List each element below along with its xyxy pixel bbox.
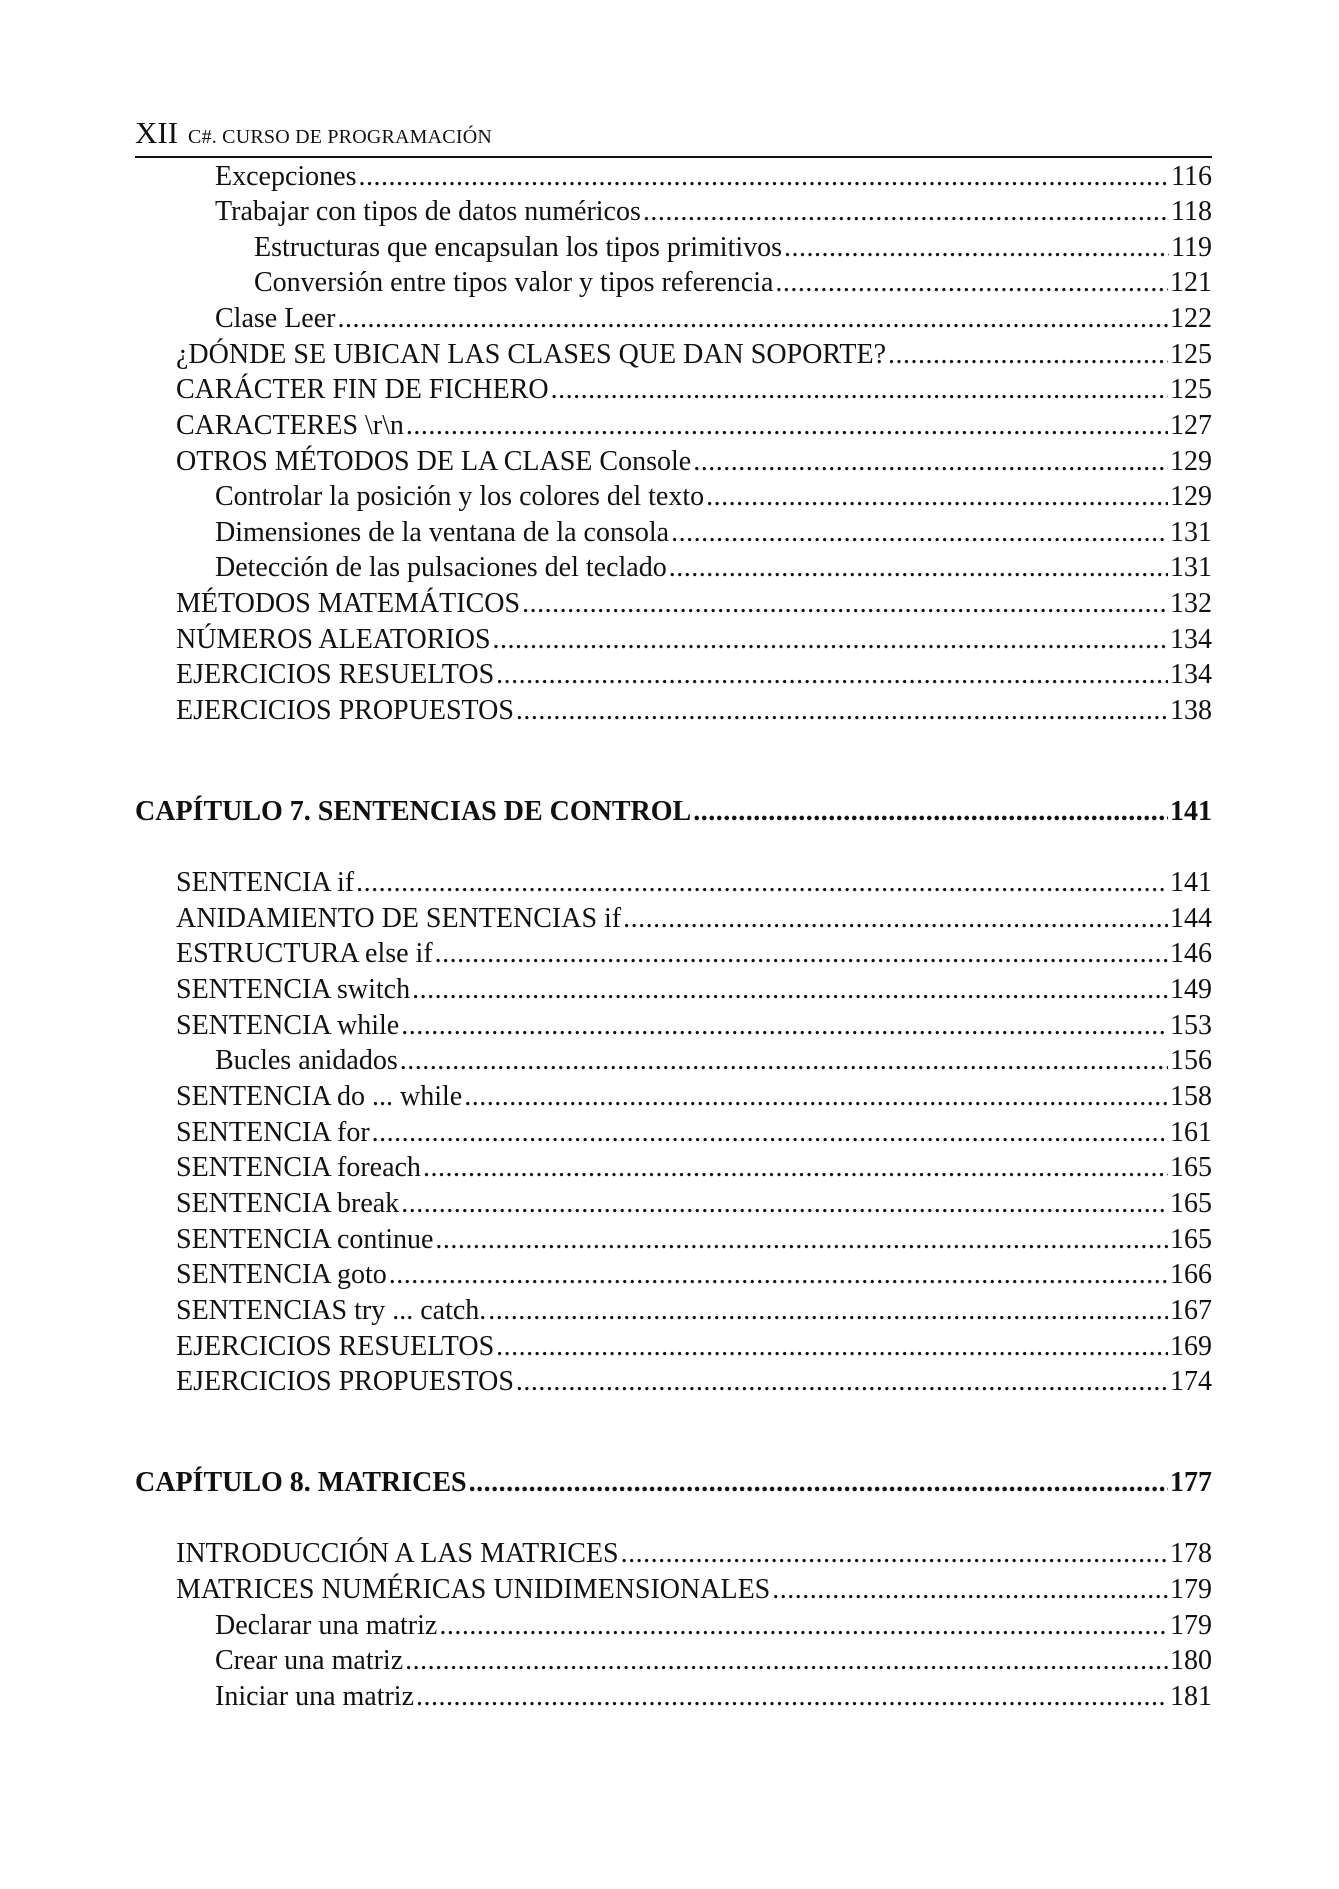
toc-entry	[215, 551, 1212, 585]
toc-dot-leader	[400, 1044, 1168, 1078]
toc-entry	[215, 160, 1212, 194]
toc-entry	[176, 409, 1212, 443]
toc-chapter-entry	[135, 795, 1212, 829]
toc-entry-title: SENTENCIA continue	[176, 1224, 434, 1255]
toc-dot-leader	[372, 1116, 1168, 1150]
toc-entry-page: 141	[1170, 867, 1212, 898]
toc-dot-leader	[493, 623, 1168, 657]
toc-entry-title: SENTENCIA for	[176, 1117, 370, 1148]
toc-entry-title: ANIDAMIENTO DE SENTENCIAS if	[176, 903, 622, 934]
toc-entry-page: 129	[1170, 446, 1212, 477]
toc-entry	[215, 195, 1212, 229]
toc-entry-title: SENTENCIA break	[176, 1188, 400, 1219]
toc-entry-title: ¿DÓNDE SE UBICAN LAS CLASES QUE DAN SOPORTE?	[176, 339, 886, 370]
toc-entry	[176, 623, 1212, 657]
toc-dot-leader	[888, 338, 1168, 372]
toc-entry-page: 118	[1171, 196, 1212, 227]
toc-dot-leader	[621, 1537, 1168, 1571]
toc-dot-leader	[359, 160, 1170, 194]
toc-dot-leader	[706, 480, 1168, 514]
header-page-number: XII	[135, 115, 179, 150]
toc-entry	[176, 866, 1212, 900]
toc-chapter-entry	[135, 1466, 1212, 1500]
toc-entry-page: 153	[1170, 1010, 1212, 1041]
toc-entry-title: MÉTODOS MATEMÁTICOS	[176, 588, 521, 619]
toc-entry-title: Excepciones	[215, 161, 357, 192]
toc-entry	[215, 480, 1212, 514]
toc-dot-leader	[401, 1009, 1168, 1043]
toc-entry-page: 179	[1170, 1574, 1212, 1605]
toc-entry-page: 131	[1170, 552, 1212, 583]
toc-entry	[176, 937, 1212, 971]
toc-dot-leader	[784, 231, 1169, 265]
toc-entry-title: OTROS MÉTODOS DE LA CLASE Console	[176, 446, 692, 477]
toc-dot-leader	[775, 266, 1168, 300]
toc-entry-title: EJERCICIOS RESUELTOS	[176, 659, 495, 690]
toc-dot-leader	[496, 1330, 1168, 1364]
toc-entry-title: EJERCICIOS PROPUESTOS	[176, 1366, 514, 1397]
toc-entry	[215, 1044, 1212, 1078]
toc-entry-title: SENTENCIA if	[176, 867, 355, 898]
toc-dot-leader	[772, 1573, 1168, 1607]
toc-entry-title: Crear una matriz	[215, 1645, 404, 1676]
toc-entry	[176, 1080, 1212, 1114]
toc-entry-title: SENTENCIA foreach	[176, 1152, 421, 1183]
toc-entry	[176, 1116, 1212, 1150]
toc-entry-title: EJERCICIOS PROPUESTOS	[176, 695, 514, 726]
toc-dot-leader	[412, 973, 1168, 1007]
toc-dot-leader	[356, 866, 1168, 900]
toc-entry	[176, 694, 1212, 728]
toc-dot-leader	[496, 658, 1168, 692]
toc-entry-page: 129	[1170, 481, 1212, 512]
toc-entry-page: 165	[1170, 1224, 1212, 1255]
toc-entry-title: Detección de las pulsaciones del teclado	[215, 552, 667, 583]
toc-entry-title: SENTENCIA switch	[176, 974, 411, 1005]
toc-entry-page: 161	[1170, 1117, 1212, 1148]
toc-entry	[176, 902, 1212, 936]
toc-dot-leader	[439, 1609, 1168, 1643]
toc-entry-title: CARACTERES \r\n	[176, 410, 404, 441]
toc-entry-page: 167	[1170, 1295, 1212, 1326]
toc-entry-page: 146	[1170, 938, 1212, 969]
toc-dot-leader	[435, 937, 1168, 971]
toc-entry	[215, 1680, 1212, 1714]
toc-entry-title: Declarar una matriz	[215, 1610, 438, 1641]
toc-entry-title: SENTENCIAS try ... catch.	[176, 1295, 487, 1326]
toc-entry-title: CARÁCTER FIN DE FICHERO	[176, 374, 549, 405]
toc-entry-page: 158	[1170, 1081, 1212, 1112]
toc-entry	[176, 973, 1212, 1007]
toc-entry	[176, 338, 1212, 372]
toc-dot-leader	[522, 587, 1168, 621]
toc-entry-title: Dimensiones de la ventana de la consola	[215, 517, 670, 548]
toc-dot-leader	[693, 795, 1168, 829]
toc-entry-page: 119	[1171, 232, 1212, 263]
toc-entry	[215, 302, 1212, 336]
toc-entry-page: 180	[1170, 1645, 1212, 1676]
toc-entry-page: 131	[1170, 517, 1212, 548]
toc-entry-page: 138	[1170, 695, 1212, 726]
toc-entry	[176, 445, 1212, 479]
toc-dot-leader	[401, 1187, 1168, 1221]
toc-entry-title: ESTRUCTURA else if	[176, 938, 433, 969]
toc-entry-title: Bucles anidados	[215, 1045, 398, 1076]
toc-entry-page: 177	[1170, 1467, 1212, 1498]
toc-entry-title: Clase Leer	[215, 303, 336, 334]
toc-dot-leader	[405, 1644, 1168, 1678]
toc-entry	[176, 1537, 1212, 1571]
toc-entry	[176, 1573, 1212, 1607]
toc-entry-page: 116	[1171, 161, 1212, 192]
toc-entry-page: 178	[1170, 1538, 1212, 1569]
toc-entry	[176, 1223, 1212, 1257]
toc-entry	[215, 516, 1212, 550]
toc-entry-page: 181	[1170, 1681, 1212, 1712]
toc-dot-leader	[423, 1151, 1168, 1185]
toc-entry-title: CAPÍTULO 8. MATRICES	[135, 1467, 467, 1498]
toc-entry-page: 179	[1170, 1610, 1212, 1641]
toc-entry-title: NÚMEROS ALEATORIOS	[176, 624, 491, 655]
toc-dot-leader	[551, 373, 1168, 407]
toc-entry-page: 174	[1170, 1366, 1212, 1397]
toc-dot-leader	[488, 1294, 1168, 1328]
toc-entry	[254, 231, 1212, 265]
toc-entry-title: SENTENCIA goto	[176, 1259, 387, 1290]
toc-dot-leader	[469, 1466, 1168, 1500]
header-book-title: C#. CURSO DE PROGRAMACIÓN	[188, 126, 492, 148]
toc-entry-page: 122	[1170, 303, 1212, 334]
toc-entry-page: 132	[1170, 588, 1212, 619]
toc-entry-page: 144	[1170, 903, 1212, 934]
toc-entry-page: 165	[1170, 1152, 1212, 1183]
toc-entry	[254, 266, 1212, 300]
toc-dot-leader	[338, 302, 1169, 336]
toc-entry	[176, 373, 1212, 407]
toc-dot-leader	[693, 445, 1168, 479]
toc-entry-page: 165	[1170, 1188, 1212, 1219]
toc-entry-page: 166	[1170, 1259, 1212, 1290]
toc-entry	[176, 1330, 1212, 1364]
toc-entry-title: MATRICES NUMÉRICAS UNIDIMENSIONALES	[176, 1574, 771, 1605]
toc-entry-title: SENTENCIA do ... while	[176, 1081, 463, 1112]
toc-entry-page: 149	[1170, 974, 1212, 1005]
toc-dot-leader	[516, 694, 1168, 728]
toc-entry-page: 125	[1170, 374, 1212, 405]
toc-entry-title: Conversión entre tipos valor y tipos referencia	[254, 267, 774, 298]
toc-entry-title: EJERCICIOS RESUELTOS	[176, 1331, 495, 1362]
toc-entry-title: SENTENCIA while	[176, 1010, 400, 1041]
toc-dot-leader	[406, 409, 1168, 443]
toc-dot-leader	[389, 1258, 1168, 1292]
toc-entry-page: 141	[1170, 796, 1212, 827]
toc-entry	[215, 1644, 1212, 1678]
toc-entry-page: 121	[1170, 267, 1212, 298]
toc-entry-page: 134	[1170, 624, 1212, 655]
toc-entry	[176, 1258, 1212, 1292]
toc-dot-leader	[464, 1080, 1168, 1114]
toc-entry	[176, 1187, 1212, 1221]
toc-dot-leader	[416, 1680, 1168, 1714]
toc-dot-leader	[669, 551, 1168, 585]
toc-entry-title: Trabajar con tipos de datos numéricos	[215, 196, 641, 227]
toc-entry-page: 127	[1170, 410, 1212, 441]
toc-entry-page: 134	[1170, 659, 1212, 690]
toc-entry	[176, 1294, 1212, 1328]
toc-entry	[176, 658, 1212, 692]
toc-entry-title: CAPÍTULO 7. SENTENCIAS DE CONTROL	[135, 796, 692, 827]
toc-entry	[215, 1609, 1212, 1643]
toc-entry-title: Iniciar una matriz	[215, 1681, 415, 1712]
toc-dot-leader	[671, 516, 1168, 550]
toc-entry-page: 156	[1170, 1045, 1212, 1076]
toc-entry-title: Estructuras que encapsulan los tipos primitivos	[254, 232, 783, 263]
toc-entry	[176, 1365, 1212, 1399]
toc-entry-page: 169	[1170, 1331, 1212, 1362]
toc-entry-title: INTRODUCCIÓN A LAS MATRICES	[176, 1538, 619, 1569]
toc-dot-leader	[516, 1365, 1168, 1399]
toc-dot-leader	[623, 902, 1168, 936]
toc-dot-leader	[435, 1223, 1168, 1257]
toc-entry	[176, 587, 1212, 621]
toc-entry-title: Controlar la posición y los colores del texto	[215, 481, 705, 512]
toc-entry	[176, 1151, 1212, 1185]
toc-dot-leader	[643, 195, 1169, 229]
toc-entry	[176, 1009, 1212, 1043]
toc-entry-page: 125	[1170, 339, 1212, 370]
